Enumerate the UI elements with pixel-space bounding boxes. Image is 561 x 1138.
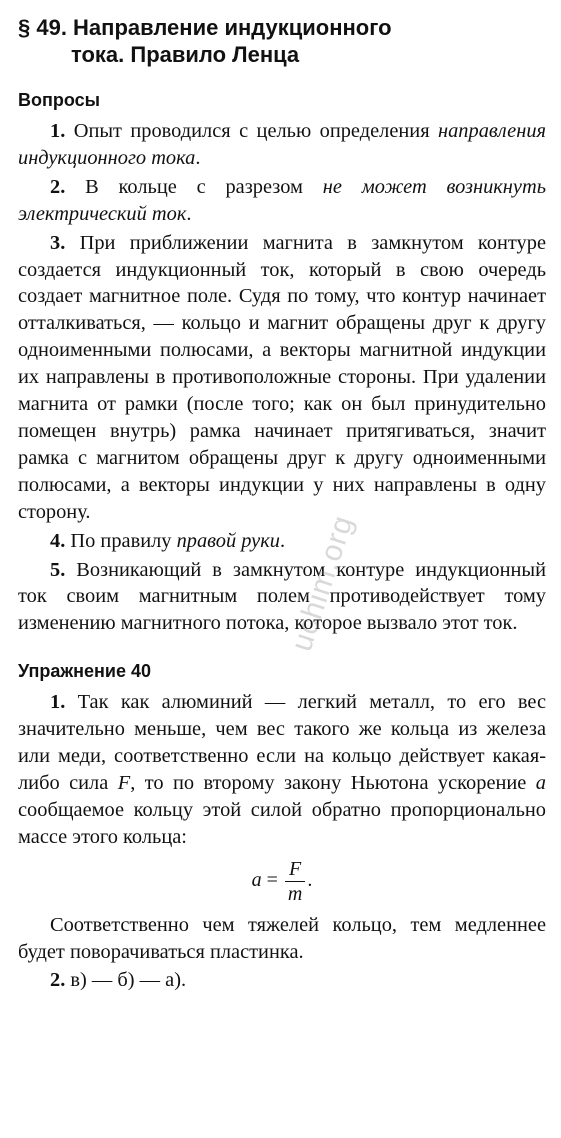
question-4-text: По правилу — [65, 529, 177, 552]
formula-fraction — [285, 857, 305, 906]
title-line-2: тока. Правило Ленца — [71, 42, 300, 67]
question-1-number: 1. — [50, 120, 66, 142]
question-4-italic: правой руки — [176, 529, 280, 552]
formula-lhs: a — [251, 868, 262, 891]
questions-heading: Вопросы — [18, 90, 101, 110]
exercise-heading: Упражнение 40 — [18, 661, 152, 682]
exercise-1-text-b: , то по второму закону Ньютона ускорение — [130, 771, 536, 794]
question-2-end: . — [186, 202, 192, 225]
page-title — [18, 14, 546, 68]
question-1 — [18, 118, 546, 172]
exercise-1-number: 1. — [50, 691, 66, 714]
exercise-2-text: в) — б) — а). — [65, 969, 187, 992]
question-5 — [18, 557, 546, 638]
watermark: uchim.org — [285, 511, 360, 656]
exercise-1-var-f: F — [117, 771, 131, 794]
title-line-1: § 49. Направление индукционного — [18, 15, 392, 40]
exercise-1-var-a: a — [535, 771, 546, 794]
question-2-italic: не может возникнуть электрический ток — [18, 175, 546, 225]
formula-numerator: F — [285, 857, 305, 882]
question-4 — [18, 528, 546, 555]
question-1-text: Опыт проводился с целью определения — [65, 120, 438, 142]
formula — [18, 857, 546, 906]
question-1-end: . — [195, 146, 201, 169]
exercise-1-text-c: сообщаемое кольцу этой силой обратно пропорционально массе этого кольца: — [18, 798, 546, 848]
exercise-2-number: 2. — [50, 969, 66, 992]
document-page — [18, 14, 546, 996]
question-1-italic: направления индукционного тока — [18, 120, 546, 169]
question-2-number: 2. — [50, 175, 66, 198]
question-2-text: В кольце с разрезом — [65, 175, 323, 198]
exercise-1-text-a: Так как алюминий — легкий металл, то его вес значительно меньше, чем вес такого же кольца из железа или меди, соответственно если на кольцо действует какая-либо сила — [18, 691, 546, 794]
formula-denominator: m — [287, 882, 303, 905]
exercise-2 — [18, 967, 546, 994]
question-3-number: 3. — [50, 231, 66, 254]
question-3 — [18, 230, 546, 526]
question-4-end: . — [279, 529, 286, 552]
exercise-1-conclusion: Соответственно чем тяжелей кольцо, тем медленнее будет поворачиваться пластинка. — [18, 913, 546, 963]
question-3-text: При приближении магнита в замкнутом контуре создается индукционный ток, который в свою очередь создает магнитное поле. Судя по тому, что контур начинает отталкиваться, — кольцо и магнит обращены друг к другу одноименными полюсами, а векторы магнитной индукции их направлены в противоположные стороны. При удалении магнита от рамки (после того; как он был принудительно помещен внутрь) рамка начинает притягиваться, значит рамка с магнитом обращены друг к другу одноименными полюсами, а векторы индукции у них направлены в одну сторону. — [18, 231, 546, 523]
question-5-text: Возникающий в замкнутом контуре индукционный ток своим магнитным полем противодействует тому изменению магнитного потока, которое вызвало этот ток. — [18, 558, 546, 635]
exercise-1 — [18, 689, 546, 850]
formula-equals: = — [261, 868, 283, 891]
question-4-number: 4. — [50, 529, 66, 552]
question-2 — [18, 174, 546, 228]
question-5-number: 5. — [50, 558, 66, 581]
formula-end: . — [307, 868, 313, 891]
